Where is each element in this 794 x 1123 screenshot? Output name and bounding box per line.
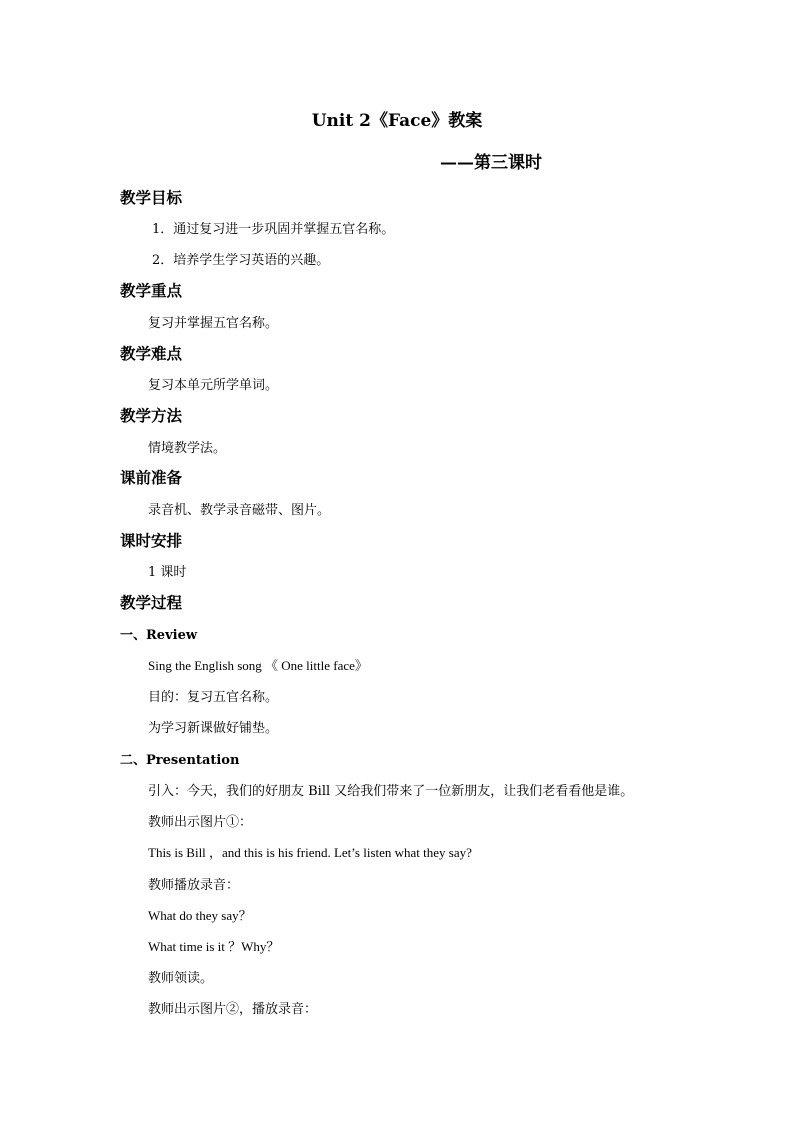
objective-item: 2．培养学生学习英语的兴趣。 <box>152 253 330 268</box>
heading-preparation: 课前准备 <box>120 468 183 487</box>
presentation-label: 二、Presentation <box>120 753 240 768</box>
schedule-text: 1 课时 <box>148 565 187 580</box>
document-title: Unit 2《Face》教案 <box>311 111 483 131</box>
preparation-text: 录音机、教学录音磁带、图片。 <box>148 503 331 518</box>
heading-key-points: 教学重点 <box>120 281 183 300</box>
presentation-line: What time is it ？Why？ <box>148 939 280 954</box>
heading-method: 教学方法 <box>120 406 183 425</box>
presentation-line: 教师播放录音： <box>148 878 240 893</box>
objective-item: 1．通过复习进一步巩固并掌握五官名称。 <box>152 222 395 237</box>
presentation-line: 教师出示图片②，播放录音： <box>148 1002 318 1017</box>
review-line: 目的：复习五官名称。 <box>148 690 279 705</box>
presentation-line: 引入：今天，我们的好朋友 Bill 又给我们带来了一位新朋友，让我们老看看他是谁。 <box>148 784 634 799</box>
presentation-line: This is Bill ，and this is his friend. Let’s listen what they say? <box>148 845 472 860</box>
document-subtitle: ——第三课时 <box>440 153 542 173</box>
review-label: 一、Review <box>120 628 198 643</box>
review-line: 为学习新课做好铺垫。 <box>148 721 279 736</box>
presentation-line: What do they say？ <box>148 908 252 923</box>
difficulties-text: 复习本单元所学单词。 <box>148 378 279 393</box>
key-points-text: 复习并掌握五官名称。 <box>148 316 279 331</box>
heading-objectives: 教学目标 <box>120 188 183 207</box>
heading-schedule: 课时安排 <box>120 531 183 550</box>
presentation-line: 教师领读。 <box>148 971 214 986</box>
review-line: Sing the English song 《 One little face》 <box>148 658 368 673</box>
heading-process: 教学过程 <box>120 593 183 612</box>
presentation-line: 教师出示图片①： <box>148 815 253 830</box>
method-text: 情境教学法。 <box>148 441 227 456</box>
heading-difficulties: 教学难点 <box>120 344 183 363</box>
